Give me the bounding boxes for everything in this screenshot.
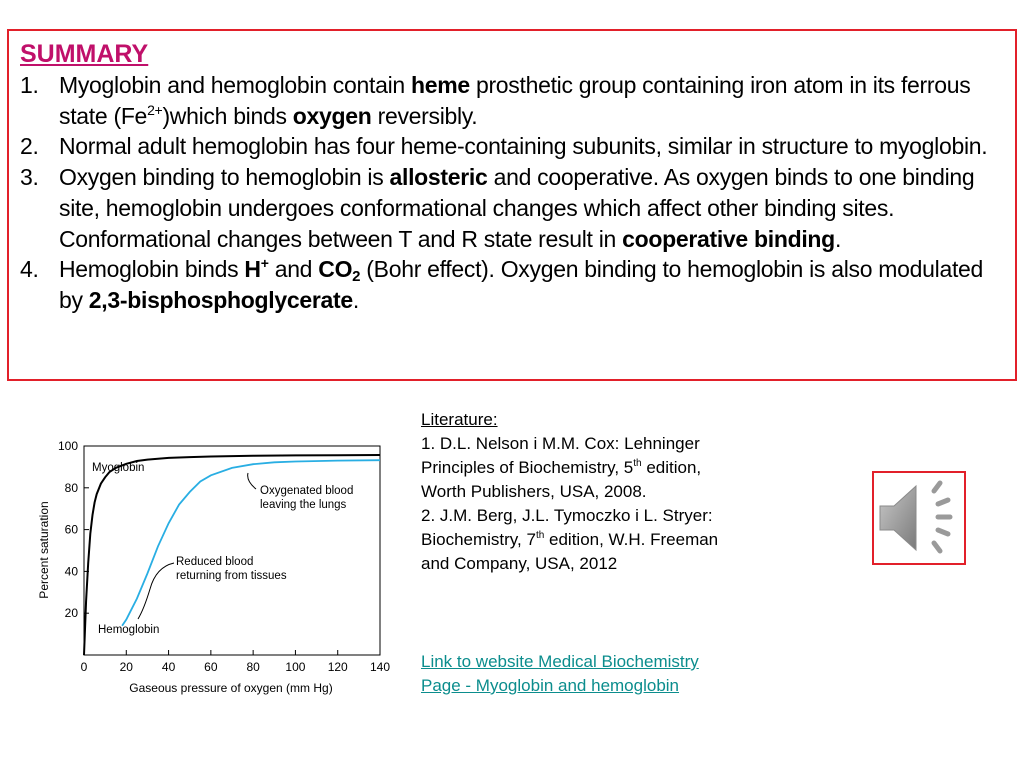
- y-tick-label: 100: [57, 439, 78, 453]
- bold-term-allosteric: allosteric: [389, 164, 488, 191]
- summary-title: SUMMARY: [20, 40, 149, 68]
- item-number: 4.: [20, 256, 39, 283]
- summary-item-2: [20, 131, 1009, 162]
- x-tick-label: 120: [327, 660, 348, 674]
- bold-term-heme: heme: [410, 72, 470, 98]
- superscript: +: [260, 255, 269, 272]
- bold-term-h-plus: [244, 256, 268, 282]
- item-number: 2.: [20, 133, 39, 160]
- item-text: reversibly.: [371, 102, 478, 129]
- myoglobin-label: Myoglobin: [92, 462, 145, 474]
- x-tick-label: 140: [369, 660, 391, 674]
- summary-item-1: [20, 70, 1009, 131]
- y-tick-label: 60: [64, 522, 78, 537]
- item-text: )which binds: [162, 102, 293, 129]
- literature-block: [421, 408, 721, 576]
- hemoglobin-label: Hemoglobin: [98, 624, 160, 636]
- item-number: 3.: [20, 164, 39, 191]
- subscript: 2: [352, 268, 361, 286]
- oxygen-binding-chart: [34, 437, 398, 697]
- item-text: and: [268, 256, 319, 283]
- x-axis-label: Gaseous pressure of oxygen (mm Hg): [129, 681, 333, 695]
- bold-term-co2: [318, 256, 361, 286]
- reference-text: edition, Worth Publishers, USA, 2008.: [421, 458, 702, 501]
- reduced-annotation-line2: returning from tissues: [176, 570, 287, 582]
- bold-term-2-3-bpg: 2,3-bisphosphoglycerate: [88, 286, 353, 313]
- item-text: Myoglobin and hemoglobin contain: [59, 72, 411, 98]
- reference-text: edition, W.H. Freeman and Company, USA, 2012: [421, 530, 719, 573]
- x-tick-label: 40: [161, 660, 176, 674]
- chart-svg: [34, 437, 398, 697]
- x-tick-label: 0: [80, 660, 88, 674]
- literature-heading: Literature:: [421, 410, 498, 429]
- item-text: (Bohr effect). Oxygen binding to hemoglobin is also modulated by: [59, 256, 984, 313]
- audio-button[interactable]: [872, 471, 966, 565]
- item-text: Oxygen binding to hemoglobin is: [59, 164, 390, 191]
- oxygenated-annotation-line1: Oxygenated blood: [260, 485, 354, 497]
- y-axis-label: Percent saturation: [37, 501, 51, 599]
- y-tick-label: 40: [64, 564, 78, 579]
- x-tick-label: 80: [246, 660, 260, 674]
- x-tick-label: 60: [204, 660, 218, 674]
- y-tick-label: 80: [64, 480, 78, 495]
- item-text: and cooperative. As oxygen binds to one binding site, hemoglobin undergoes conformational changes which affect other binding sites. Conformational changes between T and R state result in: [59, 164, 975, 252]
- item-text: .: [834, 225, 842, 252]
- reference-1: [421, 432, 721, 504]
- superscript: th: [535, 530, 545, 541]
- item-text: Normal adult hemoglobin has four heme-containing subunits, similar in structure to myoglobin.: [59, 133, 988, 160]
- item-text: prosthetic group containing iron atom in its ferrous state (Fe: [59, 72, 971, 129]
- speaker-icon: [874, 473, 964, 563]
- summary-box: [7, 29, 1017, 381]
- website-link[interactable]: Link to website Medical Biochemistry Page - Myoglobin and hemoglobin: [421, 652, 699, 695]
- y-tick-label: 20: [64, 606, 78, 621]
- summary-item-3: [20, 162, 1009, 254]
- superscript: th: [633, 458, 642, 469]
- reference-2: [421, 504, 721, 576]
- item-text: H: [244, 256, 261, 283]
- bold-term-oxygen: oxygen: [292, 102, 372, 129]
- summary-item-4: [20, 254, 1009, 315]
- bold-term-cooperative-binding: cooperative binding: [622, 225, 835, 252]
- reference-text: 2. J.M. Berg, J.L. Tymoczko i L. Stryer: Biochemistry, 7: [421, 506, 713, 549]
- item-text: .: [352, 286, 359, 313]
- x-tick-label: 20: [119, 660, 133, 674]
- item-number: 1.: [20, 72, 39, 98]
- summary-list: [20, 70, 1009, 316]
- item-text: CO: [318, 256, 353, 283]
- reduced-annotation-line1: Reduced blood: [176, 556, 254, 568]
- superscript: 2+: [147, 101, 163, 118]
- item-text: Hemoglobin binds: [59, 256, 245, 283]
- x-tick-label: 100: [285, 660, 306, 674]
- oxygenated-annotation-line2: leaving the lungs: [260, 499, 347, 511]
- reference-text: 1. D.L. Nelson i M.M. Cox: Lehninger Principles of Biochemistry, 5: [421, 434, 700, 477]
